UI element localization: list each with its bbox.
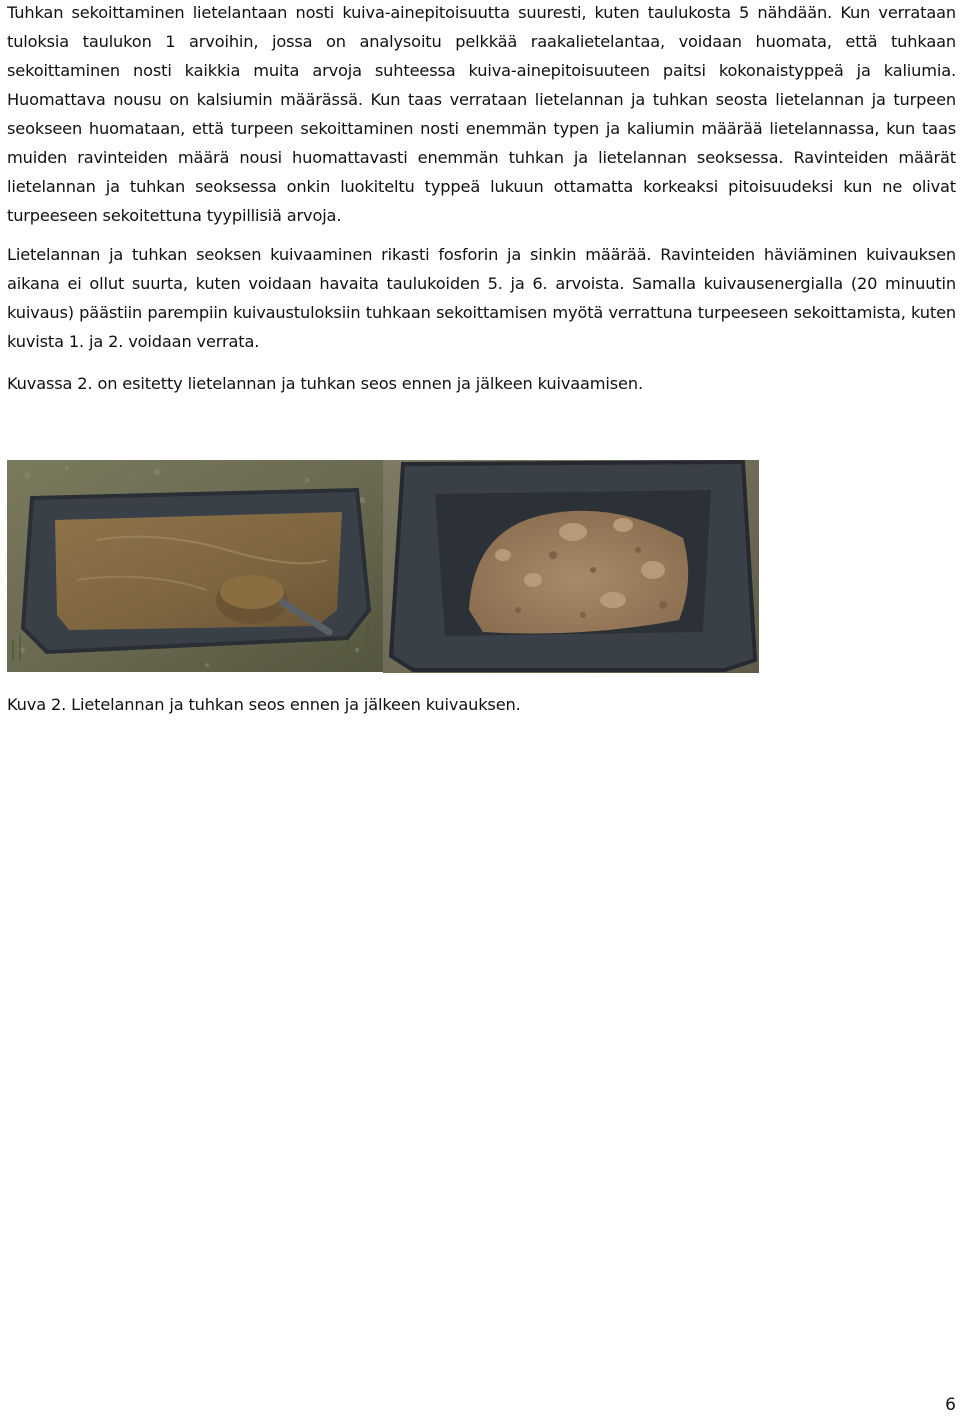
paragraph-1: Tuhkan sekoittaminen lietelantaan nosti kuiva-ainepitoisuutta suuresti, kuten taulukosta 5 nähdään. Kun verrataan tuloksia taulukon 1 arvoihin, jossa on analysoitu pelkkää raakalietelantaa, voidaan huomata, että tuhkaan sekoittaminen nosti kaikkia muita arvoja suhteessa kuiva-ainepitoisuuteen paitsi kokonaistyppeä ja kaliumia. Huomattava nousu on kalsiumin määrässä. Kun taas verrataan lietelannan ja tuhkan seosta lietelannan ja turpeen seokseen huomataan, että turpeen sekoittaminen nosti enemmän typen ja kaliumin määrää lietelannassa, kun taas muiden ravinteiden määrä nousi huomattavasti enemmän tuhkan ja lietelannan seoksessa. Ravinteiden määrät lietelannan ja tuhkan seoksessa onkin luokiteltu typpeä lukuun ottamatta korkeaksi pitoisuudeksi kun ne olivat turpeeseen sekoitettuna tyypillisiä arvoja. — [7, 3, 956, 225]
paragraph-3: Kuvassa 2. on esitetty lietelannan ja tuhkan seos ennen ja jälkeen kuivaamisen. — [7, 374, 643, 393]
figure-caption: Kuva 2. Lietelannan ja tuhkan seos ennen ja jälkeen kuivauksen. — [7, 695, 521, 714]
paragraph-2: Lietelannan ja tuhkan seoksen kuivaaminen rikasti fosforin ja sinkin määrää. Ravinteiden häviäminen kuivauksen aikana ei ollut suurta, kuten voidaan havaita taulukoiden 5. ja 6. arvoista. Samalla kuivausenergialla (20 minuutin kuivaus) päästiin parempiin kuivaustuloksiin tuhkaan sekoittamisen myötä verrattuna turpeeseen sekoittamista, kuten kuvista 1. ja 2. voidaan verrata. — [7, 245, 956, 351]
photo-dried-mixture — [383, 460, 759, 673]
photo-wet-mixture — [7, 460, 383, 672]
page-number: 6 — [945, 1395, 956, 1415]
